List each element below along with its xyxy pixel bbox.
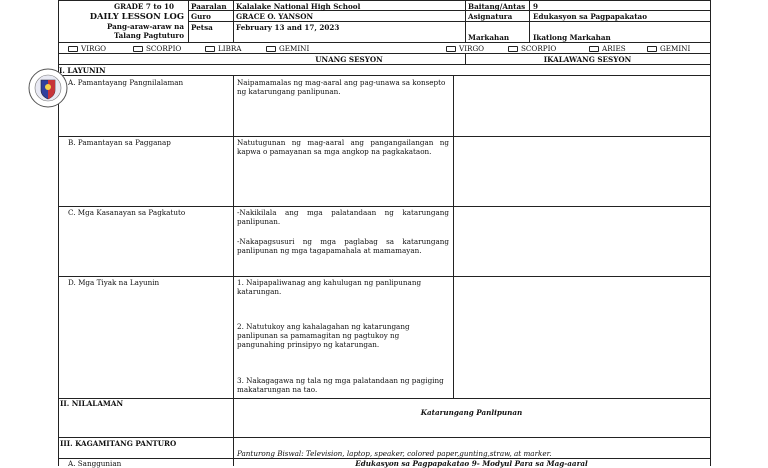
row-d-text-1: 1. Naipapaliwanag ang kahulugan ng panlipunang katarungan. — [237, 278, 422, 296]
baitang-value: 9 — [533, 2, 539, 11]
checkbox-icon — [205, 46, 215, 52]
section-checkbox-gemini-2[interactable]: GEMINI — [647, 44, 690, 53]
session-first-header: UNANG SESYON — [315, 55, 383, 64]
section-checkbox-libra[interactable]: LIBRA — [205, 44, 242, 53]
row-d-text-3: 3. Nakagagawa ng tala ng mga palatandaan ng pagiging makatarungan na tao. — [237, 376, 444, 394]
section-checkbox-scorpio-1[interactable]: SCORPIO — [133, 44, 181, 53]
section-checkbox-virgo-2[interactable]: VIRGO — [446, 44, 484, 53]
markahan-value: Ikatlong Markahan — [533, 33, 611, 42]
pang-label-1: Pang-araw-araw na — [106, 22, 184, 31]
sanggunian-text: Edukasyon sa Pagpapakatao 9- Modyul Para sa Mag-aaral — [355, 459, 588, 468]
row-b-text: Natutugunan ng mag-aaral ang pangangailangan ng kapwa o pamayanan sa mga angkop na pagkakataon. — [237, 138, 449, 156]
row-a-text: Naipamamalas ng mag-aaral ang pag-unawa sa konsepto ng katarungang panlipunan. — [237, 78, 446, 96]
asignatura-value: Edukasyon sa Pagpapakatao — [533, 12, 647, 21]
markahan-label: Markahan — [468, 33, 510, 42]
section-checkbox-gemini-1[interactable]: GEMINI — [266, 44, 309, 53]
guro-value: GRACE O. YANSON — [236, 12, 314, 21]
asignatura-label: Asignatura — [468, 12, 513, 21]
section-checkbox-scorpio-2[interactable]: SCORPIO — [508, 44, 556, 53]
layunin-title: I. LAYUNIN — [59, 66, 106, 75]
petsa-label: Petsa — [191, 23, 213, 32]
petsa-value: February 13 and 17, 2023 — [236, 23, 340, 32]
row-d-text-2: 2. Natutukoy ang kahalagahan ng katarungang panlipunan sa pamamagitan ng pagtukoy ng pangunahing prinsipyo ng katarungan. — [237, 322, 410, 349]
checkbox-icon — [589, 46, 599, 52]
sanggunian-label: A. Sanggunian — [68, 459, 122, 468]
checkbox-icon — [266, 46, 276, 52]
checkbox-icon — [508, 46, 518, 52]
session-second-header: IKALAWANG SESYON — [543, 55, 632, 64]
paaralan-label: Paaralan — [191, 2, 227, 11]
row-c-text-2: -Nakapagsusuri ng mga paglabag sa katarungang panlipunan ng mga tagapamahala at mamamayan. — [237, 237, 449, 255]
grade-label: GRADE 7 to 10 — [113, 2, 175, 11]
checkbox-icon — [133, 46, 143, 52]
pang-label-2: Talang Pagtuturo — [113, 31, 184, 40]
guro-label: Guro — [191, 12, 211, 21]
deped-seal-logo — [28, 68, 68, 108]
row-c-text-1: -Nakikilala ang mga palatandaan ng katarungang panlipunan. — [237, 208, 449, 226]
row-c-label: C. Mga Kasanayan sa Pagkatuto — [68, 208, 186, 217]
nilalaman-text: Katarungang Panlipunan — [420, 408, 523, 417]
section-checkbox-aries[interactable]: ARIES — [589, 44, 626, 53]
nilalaman-title: II. NILALAMAN — [60, 399, 124, 408]
paaralan-value: Kalalake National High School — [236, 2, 361, 11]
row-a-label: A. Pamantayang Pangnilalaman — [68, 78, 184, 87]
dll-title: DAILY LESSON LOG — [89, 11, 184, 21]
row-b-label: B. Pamantayan sa Pagganap — [68, 138, 171, 147]
kagamitan-title: III. KAGAMITANG PANTURO — [60, 439, 177, 448]
section-checkbox-virgo-1[interactable]: VIRGO — [68, 44, 106, 53]
checkbox-icon — [446, 46, 456, 52]
checkbox-icon — [68, 46, 78, 52]
row-d-label: D. Mga Tiyak na Layunin — [68, 278, 160, 287]
checkbox-icon — [647, 46, 657, 52]
baitang-label: Baitang/Antas — [468, 2, 526, 11]
kagamitan-text: Panturong Biswal: Television, laptop, speaker, colored paper,gunting,straw, at marker. — [237, 449, 552, 458]
